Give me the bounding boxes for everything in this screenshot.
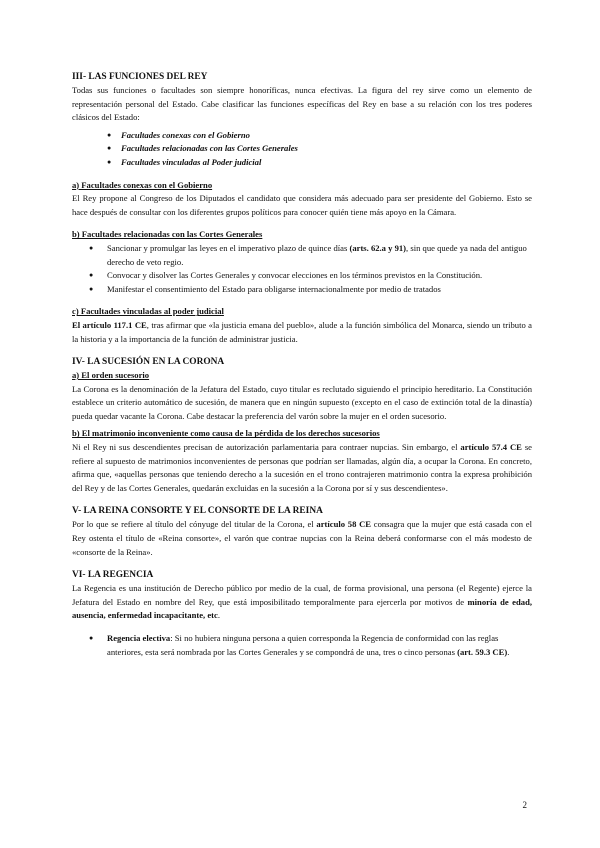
section-title-sucesion: IV- LA SUCESIÓN EN LA CORONA: [72, 357, 225, 368]
section-title-regencia: VI- LA REGENCIA: [72, 570, 154, 581]
paragraph-regencia: La Regencia es una institución de Derecho público por medio de la cual, de forma provisional, una persona (el Regente) ejerce la Jefatura del Estado en nombre del Rey, que está imposibilitado temporalmente para ejercerla por motivos de minoría de edad, ausencia, enfermedad incapacitante, etc.: [72, 583, 532, 621]
cortes-list: [72, 242, 532, 296]
paragraph-intro: Todas sus funciones o facultades son siempre honoríficas, nunca efectivas. La figura del rey sirve como un elemento de representación personal del Estado. Cabe clasificar las funciones específicas del Rey en base a su relación con los tres poderes clásicos del Estado:: [72, 85, 532, 123]
list-item: ● Convocar y disolver las Cortes Generales y convocar elecciones en los términos previstos en la Constitución.: [87, 269, 532, 283]
subheading-orden: a) El orden sucesorio: [72, 370, 150, 381]
facultades-list: [72, 129, 532, 170]
paragraph-gobierno: El Rey propone al Congreso de los Diputados el candidato que considera más adecuado para ser presidente del Gobierno. Esto se hace después de consultar con los diferentes grupos políticos para conocer quién tiene más apoyo en la Cámara.: [72, 193, 532, 217]
list-item: ● Facultades vinculadas al Poder judicial: [107, 156, 532, 170]
section-title-funciones: III- LAS FUNCIONES DEL REY: [72, 72, 208, 82]
paragraph-orden: La Corona es la denominación de la Jefatura del Estado, cuyo titular es reclutado siguiendo el principio hereditario. La Constitución establece un criterio automático de sucesión, de manera que en ningún supuesto (excepto en el caso de extinción total de la dinastía) pueda quedar vacante la Corona. Cabe destacar la preferencia del varón sobre la mujer en el orden sucesorio.: [72, 383, 532, 421]
page-number: 2: [522, 800, 527, 810]
subheading-judicial: c) Facultades vinculadas al poder judicial: [72, 306, 224, 317]
list-item: ● Regencia electiva: Si no hubiera ninguna persona a quien corresponda la Regencia de conformidad con las reglas anteriores, esta será nombrada por las Cortes Generales y se compondrá de una, tres o cinco personas (art. 59.3 CE).: [87, 632, 532, 659]
paragraph-judicial: El artículo 117.1 CE, tras afirmar que «la justicia emana del pueblo», alude a la función simbólica del Monarca, siendo un tributo a la historia y a la importancia de la función de administrar justicia.: [72, 319, 532, 344]
subheading-matrimonio: b) El matrimonio inconveniente como causa de la pérdida de los derechos sucesorios: [72, 428, 380, 439]
document-page: [72, 70, 532, 659]
list-item: ● Facultades conexas con el Gobierno: [107, 129, 532, 143]
subheading-gobierno: a) Facultades conexas con el Gobierno: [72, 179, 213, 190]
section-title-consorte: V- LA REINA CONSORTE Y EL CONSORTE DE LA REINA: [72, 506, 323, 517]
paragraph-consorte: Por lo que se refiere al título del cónyuge del titular de la Corona, el artículo 58 CE consagra que la mujer que está casada con el Rey ostenta el título de «Reina consorte», el varón que contrae nupcias con la Reina deberá conformarse con el más modesto de «consorte de la Reina».: [72, 519, 533, 557]
list-item: ● Sancionar y promulgar las leyes en el imperativo plazo de quince días (arts. 62.a y 91), sin que quede ya nada del antiguo derecho de veto regio.: [87, 242, 532, 269]
regencia-list: [72, 632, 532, 659]
list-item: ● Manifestar el consentimiento del Estado para obligarse internacionalmente por medio de tratados: [87, 283, 532, 297]
paragraph-matrimonio: Ni el Rey ni sus descendientes precisan de autorización parlamentaria para contraer nupcias. Sin embargo, el artículo 57.4 CE se refiere al supuesto de matrimonios inconvenientes de personas que podrían ser llamadas, algún día, a ocupar la Corona. En concreto, afirma que, «aquellas personas que teniendo derecho a la sucesión en el trono contrajeren matrimonio contra la expresa prohibición del Rey y de las Cortes Generales, quedarán excluidas en la sucesión a la Corona por sí y sus descendientes».: [72, 442, 532, 493]
subheading-cortes: b) Facultades relacionadas con las Cortes Generales: [72, 229, 263, 240]
list-item: ● Facultades relacionadas con las Cortes Generales: [107, 142, 532, 156]
